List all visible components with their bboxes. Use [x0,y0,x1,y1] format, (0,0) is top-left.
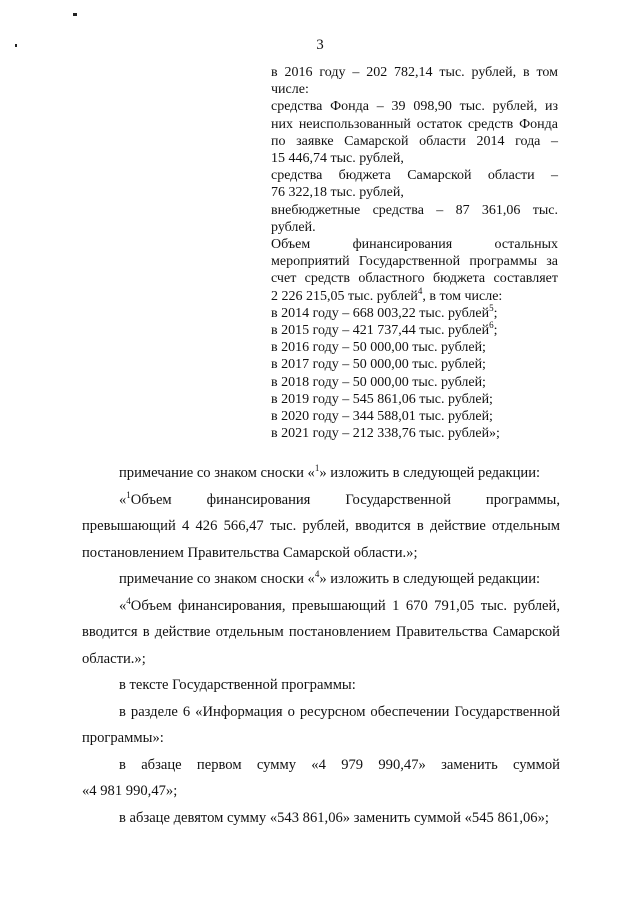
scan-mark [73,13,77,16]
footnote-ref: 1 [126,489,131,500]
year-tail: ; [493,323,498,339]
year-line [271,302,558,322]
footnote-ref: 4 [126,595,131,606]
footnote-ref: 5 [489,302,494,313]
column-line: счет средств областного бюджета составляет [271,271,558,287]
footnote-ref: 6 [489,320,494,331]
abzac-1-rest: «4 981 990,47»; [82,783,178,799]
page-number: 3 [316,37,324,53]
column-line: Объем финансирования остальных [271,237,558,253]
column-line: 15 446,74 тыс. рублей, [271,151,404,167]
quote-open: « [119,597,127,614]
document-body [82,460,560,831]
year-line: в 2018 году – 50 000,00 тыс. рублей; [271,374,486,390]
total-line [271,285,558,305]
column-line: 76 322,18 тыс. рублей, [271,185,404,201]
note-text: » изложить в следующей редакции: [319,465,541,481]
total-amount: 2 226 215,05 тыс. рублей [271,288,418,304]
note-text: » изложить в следующей редакции: [319,571,541,587]
quote-open: « [119,491,127,508]
quote-text: Объем финансирования Государственной программы, [130,491,560,508]
column-line: средства бюджета Самарской области – [271,168,558,184]
quote-1-rest: превышающий 4 426 566,47 тыс. рублей, вводится в действие отдельным постановлением Правительства Самарской области.»; [82,518,560,561]
program-text-paragraph: в тексте Государственной программы: [119,677,356,693]
section-6-paragraph: в разделе 6 «Информация о ресурсном обеспечении Государственной программы»: [82,703,560,746]
column-line: числе: [271,82,309,98]
column-line: них неиспользованный остаток средств Фонда [271,116,558,132]
total-tail: , в том числе: [422,288,503,304]
note-text: примечание со знаком сноски « [119,465,315,481]
column-line: средства Фонда – 39 098,90 тыс. рублей, из [271,99,558,115]
abzac-1-line: в абзаце первом сумму «4 979 990,47» заменить суммой [119,756,560,773]
column-line: внебюджетные средства – 87 361,06 тыс. [271,202,558,218]
column-line: в 2016 году – 202 782,14 тыс. рублей, в том [271,65,558,80]
year-line: в 2017 году – 50 000,00 тыс. рублей; [271,357,486,373]
program-funding-column [271,64,558,442]
year-line: в 2020 году – 344 588,01 тыс. рублей; [271,409,493,425]
column-line: рублей. [271,219,316,235]
footnote-ref: 1 [314,463,320,473]
year-tail: ; [493,305,498,321]
year-line: в 2021 году – 212 338,76 тыс. рублей»; [271,426,500,442]
column-line: по заявке Самарской области 2014 года – [271,133,558,149]
abzac-9-paragraph: в абзаце девятом сумму «543 861,06» заменить суммой «545 861,06»; [119,809,549,826]
note-text: примечание со знаком сноски « [119,571,315,587]
note-1-paragraph [82,460,560,487]
note-4-paragraph [82,566,560,593]
quote-text: Объем финансирования, превышающий 1 670 791,05 тыс. рублей, вводится в действие отдельным постановлением Правительства Самарской области.»; [82,597,560,667]
quote-4-paragraph [82,593,560,673]
footnote-ref: 4 [417,285,423,296]
year-line: в 2016 году – 50 000,00 тыс. рублей; [271,340,486,356]
quote-1-line [82,487,560,514]
year-amount: в 2014 году – 668 003,22 тыс. рублей [271,305,490,321]
year-line [271,322,558,339]
year-line: в 2019 году – 545 861,06 тыс. рублей; [271,391,493,407]
year-amount: в 2015 году – 421 737,44 тыс. рублей [271,323,490,339]
column-line: мероприятий Государственной программы за [271,254,558,270]
footnote-ref: 4 [314,569,320,579]
